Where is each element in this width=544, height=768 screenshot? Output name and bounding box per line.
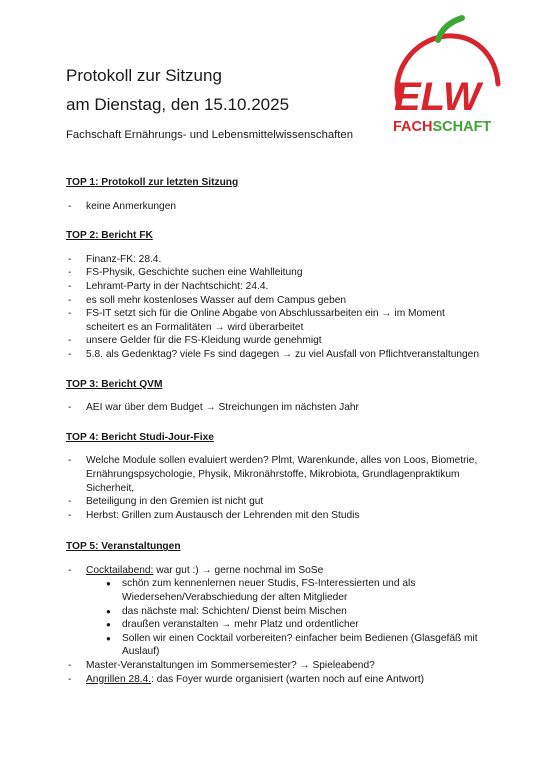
logo-sub-text-a: FACH — [393, 119, 433, 135]
sub-list-item: ● Sollen wir einen Cocktail vorbereiten? einfacher beim Bedienen (Glasgefäß mit Auslauf) — [106, 632, 486, 659]
list-item: - Beteiligung in den Gremien ist nicht gut — [66, 495, 486, 509]
section-heading-top3: TOP 3: Bericht QVM — [66, 378, 163, 390]
list-item: - Lehramt-Party in der Nachtschicht: 24.4. — [66, 280, 486, 294]
document-title: Protokoll zur Sitzung — [66, 66, 222, 85]
sub-list-item: ● draußen veranstalten → mehr Platz und ordentlicher — [106, 618, 486, 632]
section-heading-top2: TOP 2: Bericht FK — [66, 230, 153, 242]
list-item: - Master-Veranstaltungen im Sommersemester? → Spieleabend? — [66, 659, 486, 673]
section-list-top1 — [66, 200, 486, 214]
list-item: - unsere Gelder für die FS-Kleidung wurde genehmigt — [66, 334, 486, 348]
list-item: - es soll mehr kostenloses Wasser auf dem Campus geben — [66, 294, 486, 308]
section-heading-top5: TOP 5: Veranstaltungen — [66, 541, 181, 553]
section-list-top4 — [66, 454, 486, 522]
logo-sub-text-b: SCHAFT — [432, 119, 492, 135]
section-list-top5 — [66, 564, 486, 686]
cocktail-sublist — [86, 577, 486, 659]
list-item-cocktailabend — [66, 564, 486, 659]
section-list-top3 — [66, 401, 486, 415]
logo-main-text: ELW — [394, 75, 481, 119]
angrillen-label: Angrillen 28.4. — [86, 673, 152, 685]
protocol-body — [66, 176, 486, 694]
angrillen-text: : das Foyer wurde organisiert (warten noch auf eine Antwort) — [151, 673, 425, 685]
section-heading-top1: TOP 1: Protokoll zur letzten Sitzung — [66, 177, 239, 188]
list-item: - keine Anmerkungen — [66, 200, 486, 214]
document-date-title: am Dienstag, den 15.10.2025 — [66, 95, 290, 114]
list-item: - Welche Module sollen evaluiert werden? Plmt, Warenkunde, alles von Loos, Biometrie, Ernährungspsychologie, Physik, Mikronährstoffe, Mikrobiota, Grundlagenpraktikum Sicherheit, — [66, 454, 486, 495]
section-list-top2 — [66, 253, 486, 362]
sub-list-item: ● das nächste mal: Schichten/ Dienst beim Mischen — [106, 605, 486, 619]
list-item: - Finanz-FK: 28.4. — [66, 253, 486, 267]
list-item: - Herbst: Grillen zum Austausch der Lehrenden mit den Studis — [66, 509, 486, 523]
cocktail-label: Cocktailabend: — [86, 564, 154, 576]
list-item-angrillen — [66, 673, 486, 687]
svg-text:FACHSCHAFT — [393, 119, 491, 135]
sub-list-item: ● schön zum kennenlernen neuer Studis, FS-Interessierten und als Wiedersehen/Verabschiedung der alten Mitglieder — [106, 577, 486, 604]
elw-fachschaft-logo — [384, 14, 504, 140]
list-item: - AEI war über dem Budget → Streichungen im nächsten Jahr — [66, 401, 486, 415]
cocktail-text: war gut :) → gerne nochmal im SoSe — [153, 564, 324, 576]
list-item: - 5.8. als Gedenktag? viele Fs sind dagegen → zu viel Ausfall von Pflichtveranstaltungen — [66, 348, 486, 362]
list-item: - FS-IT setzt sich für die Online Abgabe von Abschlussarbeiten ein → im Moment scheitert es an Formalitäten → wird überarbeitet — [66, 307, 486, 334]
section-heading-top4: TOP 4: Bericht Studi-Jour-Fixe — [66, 431, 214, 443]
document-subtitle: Fachschaft Ernährungs- und Lebensmittelwissenschaften — [66, 129, 353, 141]
list-item: - FS-Physik, Geschichte suchen eine Wahlleitung — [66, 266, 486, 280]
